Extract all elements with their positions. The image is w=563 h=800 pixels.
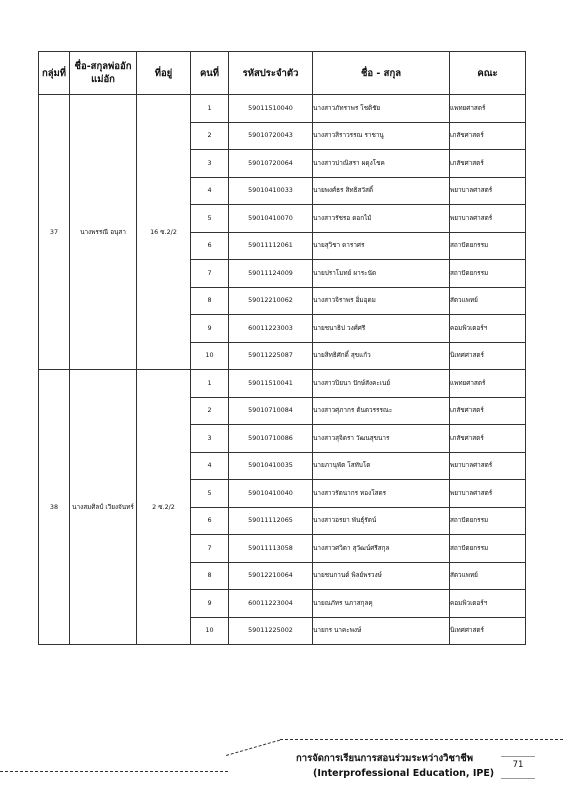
member-number-cell: 10 bbox=[191, 342, 229, 370]
footer-dashed-line bbox=[280, 739, 563, 740]
student-name-cell: นางสาวสุจิตรา วัฒนสุขนาร bbox=[313, 425, 450, 453]
student-name-cell: นางสาวศวิตา สุวัฒน์ศรีสกุล bbox=[313, 535, 450, 563]
table-row bbox=[39, 95, 526, 123]
footer-dashed-line bbox=[0, 771, 228, 772]
student-id-cell: 59011113058 bbox=[229, 535, 313, 563]
member-number-cell: 2 bbox=[191, 397, 229, 425]
address-cell: 2 ซ.2/2 bbox=[137, 370, 191, 645]
member-number-cell: 2 bbox=[191, 122, 229, 150]
faculty-cell: แพทยศาสตร์ bbox=[450, 95, 526, 123]
header-student-id: รหัสประจำตัว bbox=[229, 52, 313, 95]
member-number-cell: 7 bbox=[191, 535, 229, 563]
member-number-cell: 8 bbox=[191, 562, 229, 590]
table-body bbox=[39, 95, 526, 645]
student-name-cell: นายชนกานต์ พิลย์พรวงษ์ bbox=[313, 562, 450, 590]
member-number-cell: 5 bbox=[191, 205, 229, 233]
footer-subtitle: (Interprofessional Education, IPE) bbox=[313, 768, 495, 779]
student-name-cell: นางสาวภัทราพร โชติชัย bbox=[313, 95, 450, 123]
member-number-cell: 3 bbox=[191, 425, 229, 453]
student-id-cell: 59011510041 bbox=[229, 370, 313, 398]
student-id-cell: 59010720064 bbox=[229, 150, 313, 178]
faculty-cell: เภสัชศาสตร์ bbox=[450, 397, 526, 425]
member-number-cell: 5 bbox=[191, 480, 229, 508]
member-number-cell: 7 bbox=[191, 260, 229, 288]
faculty-cell: สัตวแพทย์ bbox=[450, 287, 526, 315]
student-name-cell: นางสาวอรยา พันธุ์รัตน์ bbox=[313, 507, 450, 535]
header-member-number: คนที่ bbox=[191, 52, 229, 95]
footer-title: การจัดการเรียนการสอนร่วมระหว่างวิชาชีพ bbox=[296, 753, 474, 764]
faculty-cell: พยาบาลศาสตร์ bbox=[450, 205, 526, 233]
header-mentor: ชื่อ-สกุลพ่ออักแม่อัก bbox=[70, 52, 137, 95]
faculty-cell: สัตวแพทย์ bbox=[450, 562, 526, 590]
student-id-cell: 59010410033 bbox=[229, 177, 313, 205]
student-name-cell: นายภานุพัต โสทับโต bbox=[313, 452, 450, 480]
faculty-cell: เภสัชศาสตร์ bbox=[450, 425, 526, 453]
faculty-cell: แพทยศาสตร์ bbox=[450, 370, 526, 398]
student-id-cell: 59010710084 bbox=[229, 397, 313, 425]
address-cell: 16 ซ.2/2 bbox=[137, 95, 191, 370]
faculty-cell: พยาบาลศาสตร์ bbox=[450, 177, 526, 205]
table-row bbox=[39, 370, 526, 398]
table-header-row bbox=[39, 52, 526, 95]
student-id-cell: 60011223003 bbox=[229, 315, 313, 343]
page-number: 71 bbox=[501, 756, 535, 779]
student-name-cell: นายสิทธิศักดิ์ สุขแก้ว bbox=[313, 342, 450, 370]
student-id-cell: 59010410040 bbox=[229, 480, 313, 508]
faculty-cell: สถาปัตยกรรม bbox=[450, 507, 526, 535]
student-name-cell: นางสาวรัชรอ ดอกไม้ bbox=[313, 205, 450, 233]
student-id-cell: 59011510040 bbox=[229, 95, 313, 123]
faculty-cell: เภสัชศาสตร์ bbox=[450, 122, 526, 150]
footer-dashed-line bbox=[226, 740, 280, 756]
student-name-cell: นายพงศ์ธร สิทธิสวัสดิ์ bbox=[313, 177, 450, 205]
member-number-cell: 4 bbox=[191, 177, 229, 205]
student-group-table bbox=[38, 51, 526, 645]
student-name-cell: นางสาวศุภากร ต้นตวรรรณะ bbox=[313, 397, 450, 425]
student-name-cell: นายสุวิชา ดาราศร bbox=[313, 232, 450, 260]
member-number-cell: 9 bbox=[191, 590, 229, 618]
group-number-cell: 37 bbox=[39, 95, 70, 370]
faculty-cell: พยาบาลศาสตร์ bbox=[450, 452, 526, 480]
header-address: ที่อยู่ bbox=[137, 52, 191, 95]
mentor-name-cell: นางพรรณี อนุสา bbox=[70, 95, 137, 370]
header-group: กลุ่มที่ bbox=[39, 52, 70, 95]
member-number-cell: 6 bbox=[191, 507, 229, 535]
faculty-cell: นิเทศศาสตร์ bbox=[450, 617, 526, 645]
member-number-cell: 6 bbox=[191, 232, 229, 260]
student-id-cell: 59012210062 bbox=[229, 287, 313, 315]
student-name-cell: นางสาวปาณิสรา ผดุงโชค bbox=[313, 150, 450, 178]
member-number-cell: 3 bbox=[191, 150, 229, 178]
student-id-cell: 59010410070 bbox=[229, 205, 313, 233]
header-name: ชื่อ - สกุล bbox=[313, 52, 450, 95]
student-name-cell: นางสาวรัตนากร ทองโสดร bbox=[313, 480, 450, 508]
group-number-cell: 38 bbox=[39, 370, 70, 645]
member-number-cell: 1 bbox=[191, 370, 229, 398]
member-number-cell: 10 bbox=[191, 617, 229, 645]
student-id-cell: 59010710086 bbox=[229, 425, 313, 453]
student-name-cell: นายชนาธิป วงศ์ศรี bbox=[313, 315, 450, 343]
student-name-cell: นายกร นาคะพงษ์ bbox=[313, 617, 450, 645]
student-id-cell: 59011225002 bbox=[229, 617, 313, 645]
student-id-cell: 59010410035 bbox=[229, 452, 313, 480]
student-id-cell: 59011124009 bbox=[229, 260, 313, 288]
faculty-cell: นิเทศศาสตร์ bbox=[450, 342, 526, 370]
faculty-cell: สถาปัตยกรรม bbox=[450, 232, 526, 260]
student-name-cell: นายปราโมทย์ ผาระนัด bbox=[313, 260, 450, 288]
mentor-name-cell: นางสมศิลป์ เวียงจันทร์ bbox=[70, 370, 137, 645]
member-number-cell: 4 bbox=[191, 452, 229, 480]
member-number-cell: 8 bbox=[191, 287, 229, 315]
student-id-cell: 59010720043 bbox=[229, 122, 313, 150]
member-number-cell: 9 bbox=[191, 315, 229, 343]
faculty-cell: คอมพิวเตอร์ฯ bbox=[450, 315, 526, 343]
student-name-cell: นางสาวสิราวรรณ ราชานู bbox=[313, 122, 450, 150]
student-name-cell: นางสาวจิราพร อิ่มอุดม bbox=[313, 287, 450, 315]
faculty-cell: พยาบาลศาสตร์ bbox=[450, 480, 526, 508]
faculty-cell: สถาปัตยกรรม bbox=[450, 260, 526, 288]
faculty-cell: เภสัชศาสตร์ bbox=[450, 150, 526, 178]
student-name-cell: นายณภัทร นภาสกุลคุ bbox=[313, 590, 450, 618]
faculty-cell: คอมพิวเตอร์ฯ bbox=[450, 590, 526, 618]
header-faculty: คณะ bbox=[450, 52, 526, 95]
student-id-cell: 59011112061 bbox=[229, 232, 313, 260]
student-id-cell: 59011112065 bbox=[229, 507, 313, 535]
student-id-cell: 59012210064 bbox=[229, 562, 313, 590]
faculty-cell: สถาปัตยกรรม bbox=[450, 535, 526, 563]
student-id-cell: 60011223004 bbox=[229, 590, 313, 618]
student-id-cell: 59011225087 bbox=[229, 342, 313, 370]
member-number-cell: 1 bbox=[191, 95, 229, 123]
student-name-cell: นางสาวปิยนา ปักษ์สังคะเนย์ bbox=[313, 370, 450, 398]
